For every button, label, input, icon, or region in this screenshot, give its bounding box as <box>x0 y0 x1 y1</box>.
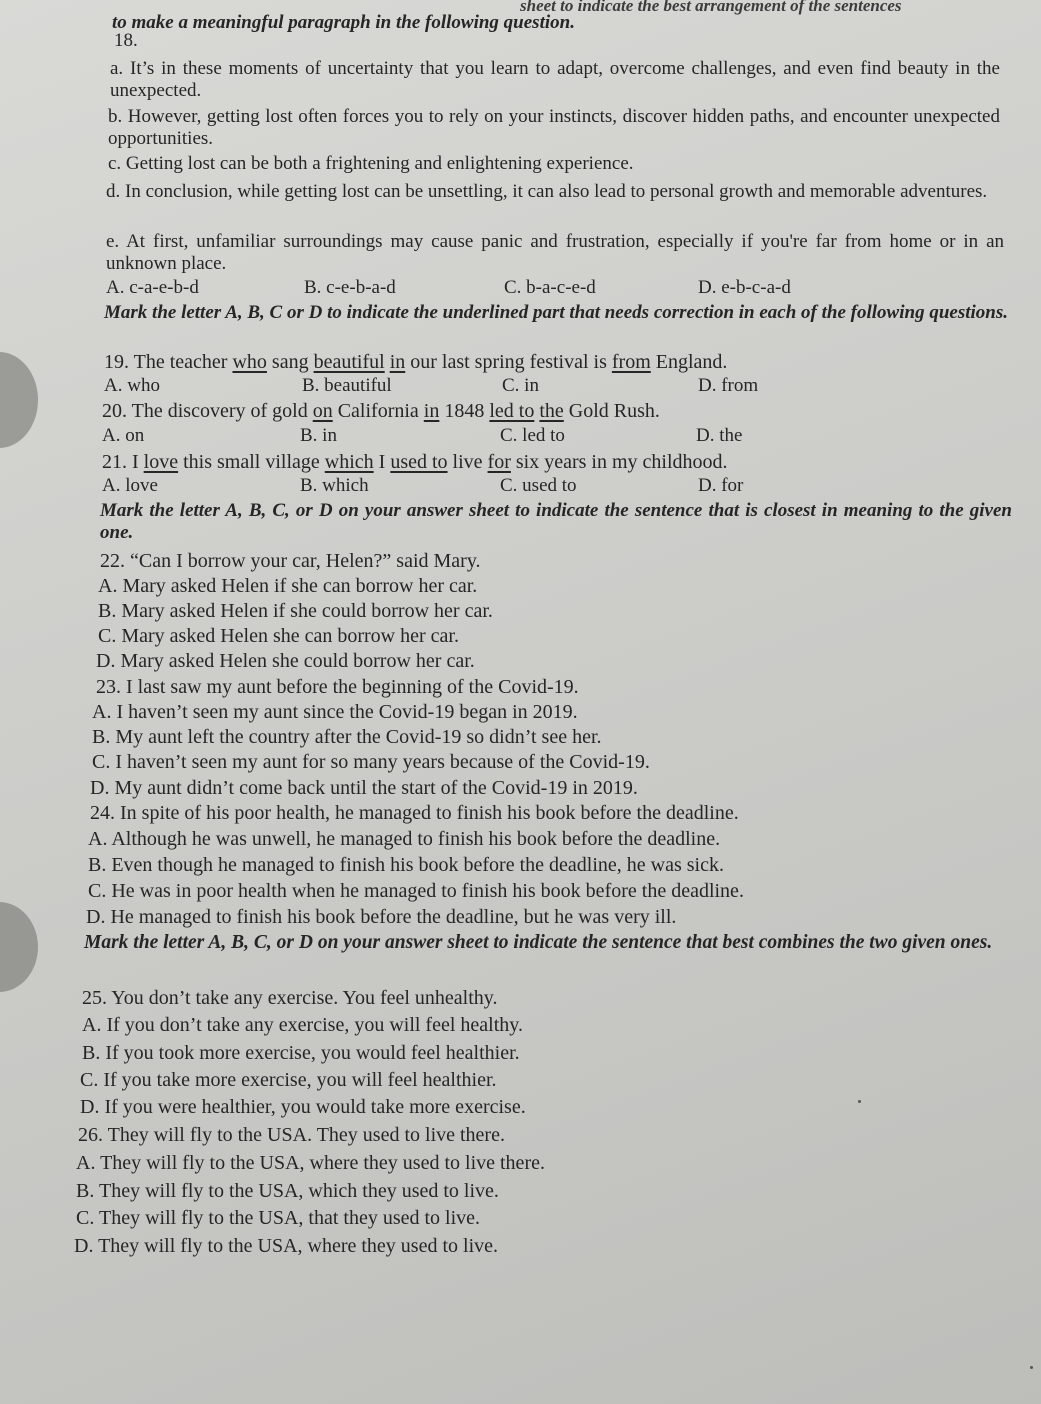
q18-sentence-a: a. It’s in these moments of uncertainty that you learn to adapt, overcome challenges, and even find beauty in the unexpected. <box>110 58 1000 101</box>
q22-stem: 22. “Can I borrow your car, Helen?” said Mary. <box>100 550 481 572</box>
q20-option-c[interactable]: C. led to <box>500 425 565 446</box>
q19-stem: 19. The teacher who sang beautiful in our last spring festival is from England. <box>104 351 728 373</box>
q22-option-a[interactable]: A. Mary asked Helen if she can borrow her car. <box>98 575 478 597</box>
q26-option-c[interactable]: C. They will fly to the USA, that they used to live. <box>76 1207 481 1229</box>
q19-underlined-d: from <box>611 351 651 373</box>
q25-option-c[interactable]: C. If you take more exercise, you will feel healthier. <box>80 1069 497 1091</box>
q20-underlined-d: the <box>539 400 564 422</box>
q25-option-a[interactable]: A. If you don’t take any exercise, you will feel healthy. <box>82 1014 523 1036</box>
q21-underlined-d: for <box>487 451 511 473</box>
q18-option-a[interactable]: A. c-a-e-b-d <box>106 277 199 298</box>
q24-option-a[interactable]: A. Although he was unwell, he managed to finish his book before the deadline. <box>88 828 721 850</box>
q19-underlined-a: who <box>232 351 267 373</box>
paper-speck <box>858 1100 861 1103</box>
q26-option-d[interactable]: D. They will fly to the USA, where they used to live. <box>74 1235 499 1257</box>
q25-stem: 25. You don’t take any exercise. You feel unhealthy. <box>82 987 498 1009</box>
q26-option-b[interactable]: B. They will fly to the USA, which they used to live. <box>76 1180 499 1202</box>
q21-stem: 21. I love this small village which I used to live for six years in my childhood. <box>102 451 728 473</box>
q18-option-c[interactable]: C. b-a-c-e-d <box>504 277 596 298</box>
q21-underlined-a: love <box>143 451 179 473</box>
q19-option-d[interactable]: D. from <box>698 375 759 396</box>
q18-option-b[interactable]: B. c-e-b-a-d <box>304 277 396 298</box>
q21-options <box>102 474 1002 498</box>
q25-option-d[interactable]: D. If you were healthier, you would take more exercise. <box>80 1096 526 1118</box>
q21-option-d[interactable]: D. for <box>698 475 744 496</box>
q23-option-c[interactable]: C. I haven’t seen my aunt for so many years because of the Covid-19. <box>92 751 650 773</box>
q22-option-d[interactable]: D. Mary asked Helen she could borrow her car. <box>96 650 475 672</box>
q23-option-a[interactable]: A. I haven’t seen my aunt since the Covid-19 began in 2019. <box>92 701 578 723</box>
instruction-combine: Mark the letter A, B, C, or D on your answer sheet to indicate the sentence that best combines the two given ones. <box>84 932 993 953</box>
q25-option-b[interactable]: B. If you took more exercise, you would feel healthier. <box>82 1042 520 1064</box>
q24-option-c[interactable]: C. He was in poor health when he managed to finish his book before the deadline. <box>88 880 744 902</box>
q24-option-d[interactable]: D. He managed to finish his book before the deadline, but he was very ill. <box>86 906 677 928</box>
q19-options <box>104 374 1004 398</box>
q23-option-d[interactable]: D. My aunt didn’t come back until the start of the Covid-19 in 2019. <box>90 777 638 799</box>
q18-sentence-d: d. In conclusion, while getting lost can be unsettling, it can also lead to personal growth and memorable adventures. <box>106 181 988 202</box>
q18-sentence-e: e. At first, unfamiliar surroundings may cause panic and frustration, especially if you're far from home or in an unknown place. <box>106 231 1004 274</box>
q20-option-d[interactable]: D. the <box>696 425 743 446</box>
q19-underlined-c: in <box>389 351 406 373</box>
q19-underlined-b: beautiful <box>313 351 385 373</box>
instruction-closest: Mark the letter A, B, C, or D on your answer sheet to indicate the sentence that is closest in meaning to the given one. <box>100 500 1012 543</box>
q18-sentence-c: c. Getting lost can be both a frightening and enlightening experience. <box>108 153 634 174</box>
q19-option-b[interactable]: B. beautiful <box>302 375 392 396</box>
instruction-error: Mark the letter A, B, C or D to indicate the underlined part that needs correction in each of the following questions. <box>104 302 1008 323</box>
q22-option-c[interactable]: C. Mary asked Helen she can borrow her car. <box>98 625 459 647</box>
q23-stem: 23. I last saw my aunt before the beginning of the Covid-19. <box>96 676 579 698</box>
q20-option-a[interactable]: A. on <box>102 425 145 446</box>
q20-underlined-c: led to <box>489 400 535 422</box>
q24-stem: 24. In spite of his poor health, he managed to finish his book before the deadline. <box>90 802 739 824</box>
q26-option-a[interactable]: A. They will fly to the USA, where they used to live there. <box>76 1152 545 1174</box>
q21-option-b[interactable]: B. which <box>300 475 369 496</box>
q21-option-c[interactable]: C. used to <box>500 475 577 496</box>
q19-option-c[interactable]: C. in <box>502 375 539 396</box>
paper-speck <box>1030 1366 1033 1369</box>
q26-stem: 26. They will fly to the USA. They used to live there. <box>78 1124 505 1146</box>
q18-number: 18. <box>114 30 138 51</box>
q21-option-a[interactable]: A. love <box>102 475 158 496</box>
q21-underlined-b: which <box>324 451 374 473</box>
q22-option-b[interactable]: B. Mary asked Helen if she could borrow her car. <box>98 600 493 622</box>
q18-sentence-b: b. However, getting lost often forces you to rely on your instincts, discover hidden paths, and encounter unexpected opportunities. <box>108 106 1000 149</box>
q24-option-b[interactable]: B. Even though he managed to finish his book before the deadline, he was sick. <box>88 854 724 876</box>
q20-underlined-a: on <box>312 400 333 422</box>
q18-options <box>106 276 1006 300</box>
top-fragment: sheet to indicate the best arrangement of the sentences <box>520 0 902 15</box>
q19-option-a[interactable]: A. who <box>104 375 160 396</box>
q20-stem: 20. The discovery of gold on California in 1848 led to the Gold Rush. <box>102 400 660 422</box>
q23-option-b[interactable]: B. My aunt left the country after the Covid-19 so didn’t see her. <box>92 726 602 748</box>
instruction-arrange: to make a meaningful paragraph in the following question. <box>112 12 575 33</box>
q20-underlined-b: in <box>423 400 440 422</box>
q20-option-b[interactable]: B. in <box>300 425 337 446</box>
q18-option-d[interactable]: D. e-b-c-a-d <box>698 277 791 298</box>
q21-underlined-c: used to <box>390 451 448 473</box>
q20-options <box>102 424 1002 448</box>
